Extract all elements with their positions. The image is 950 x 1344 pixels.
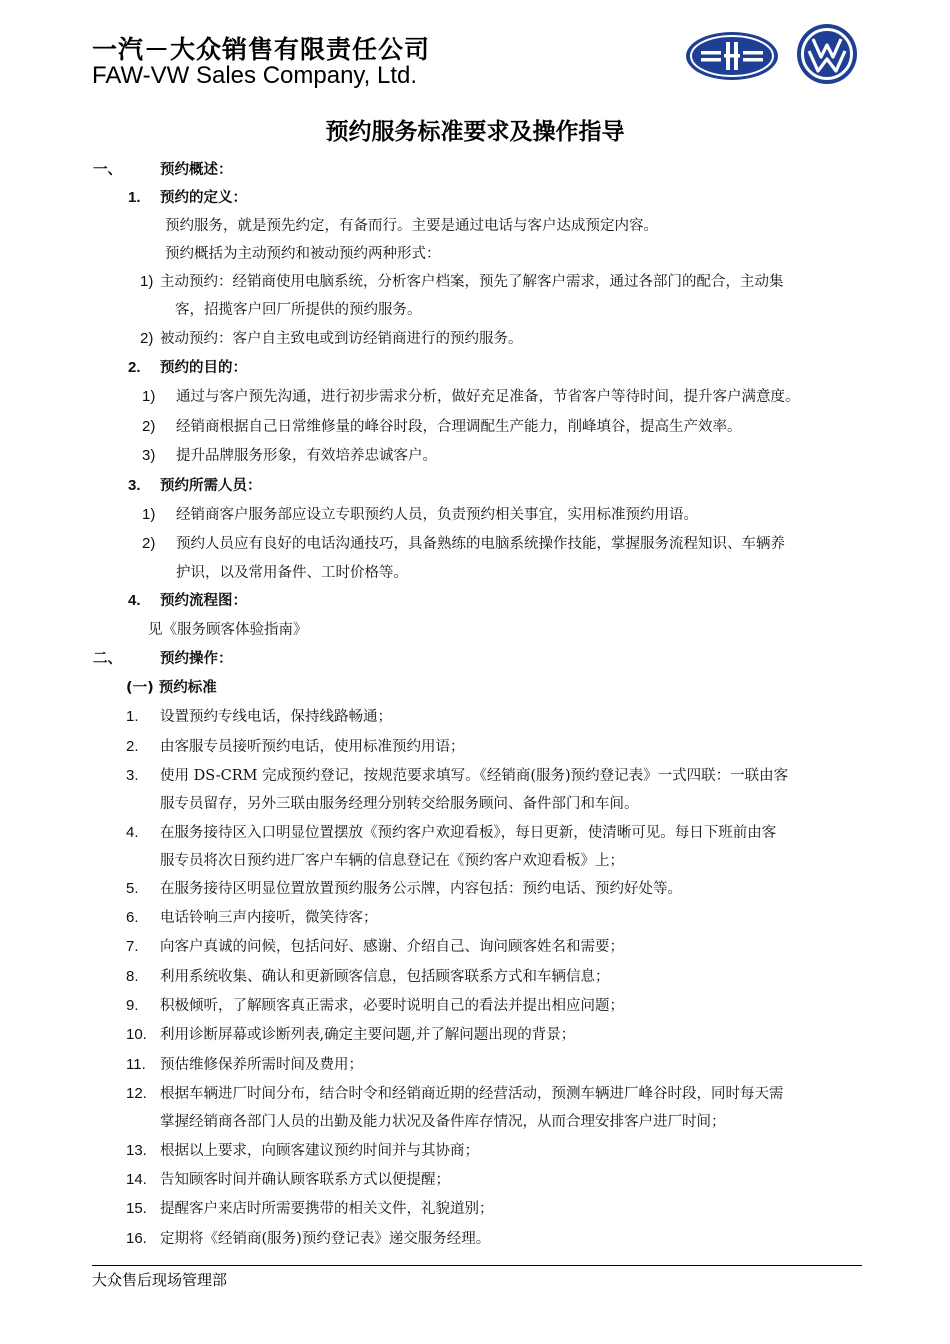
subsection-marker: 1. <box>128 189 141 206</box>
list-marker: 1) <box>142 506 156 523</box>
list-marker: 13. <box>126 1142 147 1159</box>
list-marker: 2) <box>142 535 156 552</box>
list-item-text: 积极倾听，了解顾客真正需求，必要时说明自己的看法并提出相应问题； <box>160 998 624 1014</box>
list-marker: 8. <box>126 968 139 985</box>
list-item-text: 向客户真诚的问候，包括问好、感谢、介绍自己、询问顾客姓名和需要； <box>160 939 624 955</box>
list-marker: 4. <box>126 824 139 841</box>
section-marker: 一、 <box>93 162 122 178</box>
list-item-continuation: 服专员留存，另外三联由服务经理分别转交给服务顾问、备件部门和车间。 <box>160 796 639 812</box>
subsection-heading: 预约所需人员： <box>160 478 262 494</box>
list-marker: 12. <box>126 1085 147 1102</box>
subsection-heading: (一) 预约标准 <box>126 680 217 696</box>
company-name-cn: 一汽－大众销售有限责任公司 <box>92 35 431 64</box>
list-item-text: 根据以上要求，向顾客建议预约时间并与其协商； <box>160 1143 479 1159</box>
list-item-text: 由客服专员接听预约电话，使用标准预约用语； <box>160 739 465 755</box>
list-item-text: 经销商客户服务部应设立专职预约人员，负责预约相关事宜，实用标准预约用语。 <box>176 507 698 523</box>
subsection-heading: 预约流程图： <box>160 593 247 609</box>
list-item-text: 主动预约：经销商使用电脑系统，分析客户档案，预先了解客户需求，通过各部门的配合，主动集 <box>160 274 784 290</box>
list-marker: 1) <box>142 388 156 405</box>
section-marker: 二、 <box>93 651 122 667</box>
list-item-text: 设置预约专线电话，保持线路畅通； <box>160 709 392 725</box>
list-marker: 1. <box>126 708 139 725</box>
subsection-heading: 预约的定义： <box>160 190 247 206</box>
list-marker: 5. <box>126 880 139 897</box>
list-marker: 6. <box>126 909 139 926</box>
footer-department: 大众售后现场管理部 <box>92 1271 228 1289</box>
list-marker: 11. <box>126 1056 146 1073</box>
list-marker: 14. <box>126 1171 147 1188</box>
subsection-marker: 3. <box>128 477 141 494</box>
subsection-marker: 4. <box>128 592 141 609</box>
list-item-text: 根据车辆进厂时间分布，结合时令和经销商近期的经营活动，预测车辆进厂峰谷时段，同时每天需 <box>160 1086 784 1102</box>
list-marker: 16. <box>126 1230 147 1247</box>
subsection-marker: 2. <box>128 359 141 376</box>
list-marker: 15. <box>126 1200 147 1217</box>
list-item-text: 利用系统收集、确认和更新顾客信息，包括顾客联系方式和车辆信息； <box>160 969 610 985</box>
list-marker: 2) <box>142 418 156 435</box>
list-marker: 9. <box>126 997 139 1014</box>
list-item-text: 利用诊断屏幕或诊断列表,确定主要问题,并了解问题出现的背景； <box>160 1027 576 1043</box>
list-item-continuation: 掌握经销商各部门人员的出勤及能力状况及备件库存情况，从而合理安排客户进厂时间； <box>160 1114 726 1130</box>
section-heading: 预约概述： <box>160 162 233 178</box>
paragraph: 预约概括为主动预约和被动预约两种形式： <box>165 246 441 262</box>
list-marker: 3) <box>142 447 156 464</box>
list-item-continuation: 服专员将次日预约进厂客户车辆的信息登记在《预约客户欢迎看板》上； <box>160 853 624 869</box>
list-item-text: 电话铃响三声内接听，微笑待客； <box>160 910 378 926</box>
vw-logo <box>796 23 858 85</box>
list-item-text: 在服务接待区入口明显位置摆放《预约客户欢迎看板》，每日更新，使清晰可见。每日下班前由客 <box>160 825 777 841</box>
faw-logo <box>684 30 780 82</box>
list-item-text: 通过与客户预先沟通，进行初步需求分析，做好充足准备，节省客户等待时间，提升客户满意度。 <box>176 389 800 405</box>
paragraph: 预约服务，就是预先约定，有备而行。主要是通过电话与客户达成预定内容。 <box>165 218 658 234</box>
list-marker: 3. <box>126 767 139 784</box>
list-item-text: 提升品牌服务形象，有效培养忠诚客户。 <box>176 448 437 464</box>
list-item-text: 在服务接待区明显位置放置预约服务公示牌，内容包括：预约电话、预约好处等。 <box>160 881 682 897</box>
list-marker: 1) <box>140 273 154 290</box>
list-item-text: 提醒客户来店时所需要携带的相关文件，礼貌道别； <box>160 1201 494 1217</box>
section-heading: 预约操作： <box>160 651 233 667</box>
list-marker: 2. <box>126 738 139 755</box>
subsection-heading: 预约的目的： <box>160 360 247 376</box>
list-item-text: 经销商根据自己日常维修量的峰谷时段，合理调配生产能力，削峰填谷，提高生产效率。 <box>176 419 742 435</box>
document-title: 预约服务标准要求及操作指导 <box>325 119 625 145</box>
list-item-text: 预约人员应有良好的电话沟通技巧，具备熟练的电脑系统操作技能，掌握服务流程知识、车辆养 <box>176 536 785 552</box>
list-item-continuation: 客，招揽客户回厂所提供的预约服务。 <box>175 302 422 318</box>
list-item-text: 定期将《经销商(服务)预约登记表》递交服务经理。 <box>160 1231 491 1247</box>
list-item-text: 使用 DS-CRM 完成预约登记，按规范要求填写。《经销商(服务)预约登记表》一式四联：一联由客 <box>160 768 789 784</box>
list-item-text: 被动预约：客户自主致电或到访经销商进行的预约服务。 <box>160 331 523 347</box>
paragraph: 见《服务顾客体验指南》 <box>148 622 308 638</box>
footer-divider <box>92 1265 862 1266</box>
list-marker: 2) <box>140 330 154 347</box>
list-marker: 10. <box>126 1026 147 1043</box>
list-marker: 7. <box>126 938 139 955</box>
list-item-text: 告知顾客时间并确认顾客联系方式以便提醒； <box>160 1172 450 1188</box>
list-item-continuation: 护识，以及常用备件、工时价格等。 <box>176 565 408 581</box>
list-item-text: 预估维修保养所需时间及费用； <box>160 1057 363 1073</box>
company-name-en: FAW-VW Sales Company, Ltd. <box>92 62 417 89</box>
